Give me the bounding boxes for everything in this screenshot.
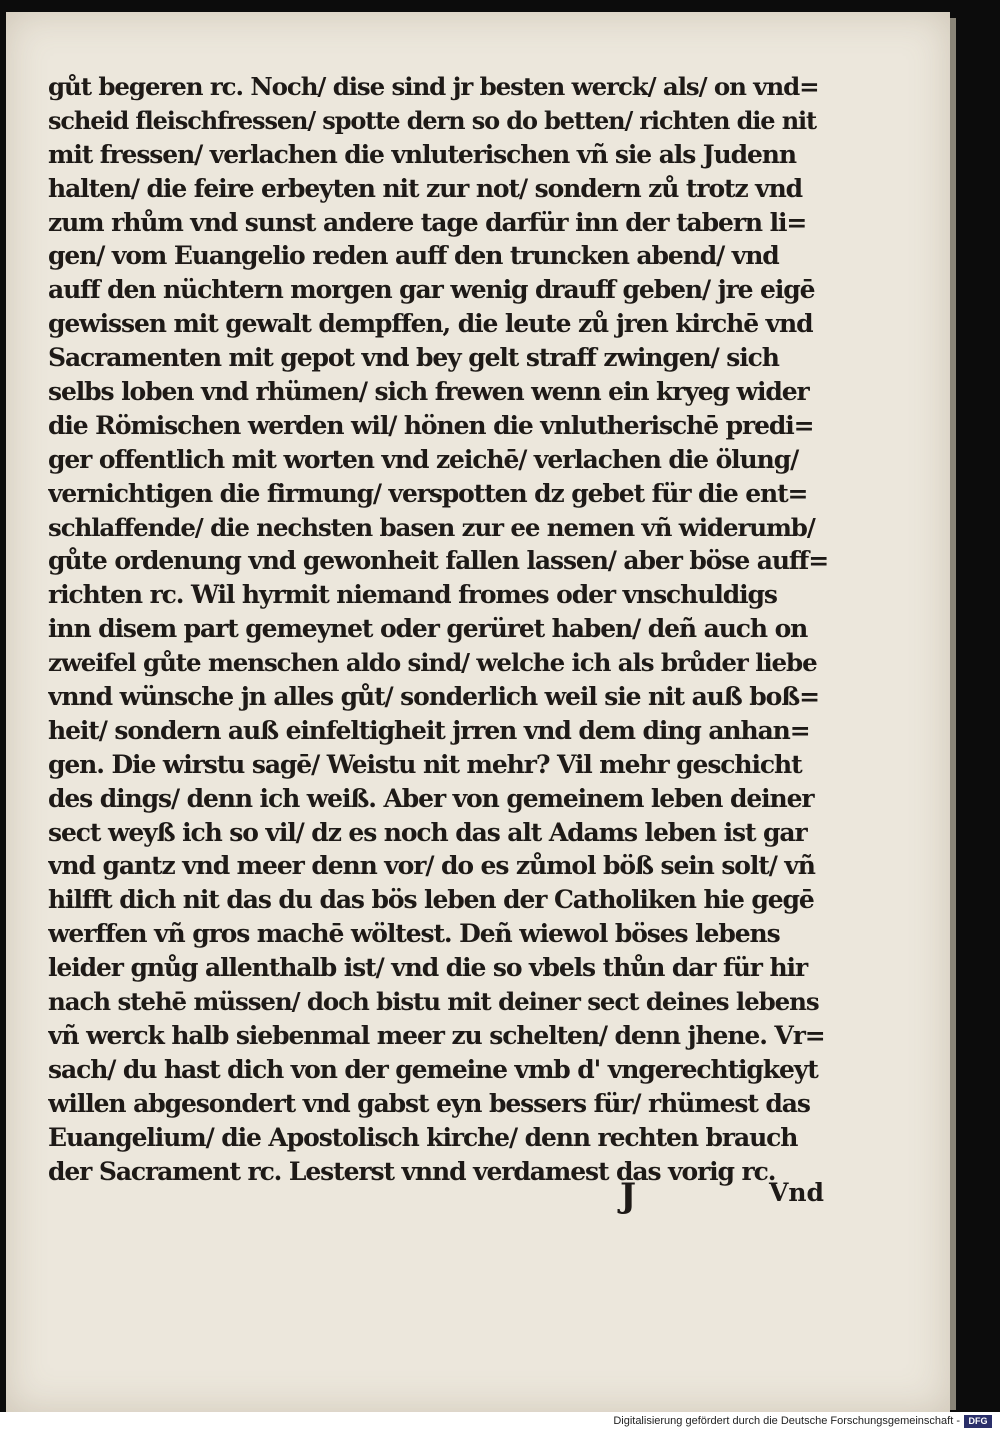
text-line: vernichtigen die firmung/ verspotten dz gebet für die ent= bbox=[48, 478, 808, 508]
text-line: die Römischen werden wil/ hönen die vnlutherischē predi= bbox=[48, 410, 814, 440]
text-line: auff den nüchtern morgen gar wenig drauff geben/ jre eigē bbox=[48, 275, 815, 305]
text-line: gůt begeren rc. Noch/ dise sind jr besten werck/ als/ on vnd= bbox=[48, 72, 819, 101]
text-line: selbs loben vnd rhümen/ sich frewen wenn ein kryeg wider bbox=[48, 377, 809, 407]
text-line: schlaffende/ die nechsten basen zur ee nemen vñ widerumb/ bbox=[48, 512, 815, 542]
text-line: zweifel gůte menschen aldo sind/ welche ich als brůder liebe bbox=[48, 648, 817, 678]
text-line: gen/ vom Euangelio reden auff den truncken abend/ vnd bbox=[48, 241, 779, 271]
text-line: vnd gantz vnd meer denn vor/ do es zůmol böß sein solt/ vñ bbox=[48, 851, 815, 881]
text-line: gen. Die wirstu sagē/ Weistu nit mehr? Vil mehr geschicht bbox=[48, 749, 802, 779]
text-line: sach/ du hast dich von der gemeine vmb d' vngerechtigkeyt bbox=[48, 1054, 818, 1084]
text-line: ger offentlich mit worten vnd zeichē/ verlachen die ölung/ bbox=[48, 444, 799, 474]
text-line: gůte ordenung vnd gewonheit fallen lassen/ aber böse auff= bbox=[48, 546, 828, 576]
text-line: Euangelium/ die Apostolisch kirche/ denn rechten brauch bbox=[48, 1122, 798, 1152]
dfg-logo: DFG bbox=[964, 1415, 992, 1428]
text-line: scheid fleischfressen/ spotte dern so do betten/ richten die nit bbox=[48, 105, 817, 135]
page-edge bbox=[950, 18, 956, 1410]
signature-mark: J bbox=[620, 1176, 637, 1216]
text-line: willen abgesondert vnd gabst eyn bessers für/ rhümest das bbox=[48, 1088, 810, 1118]
text-line: werffen vñ gros machē wöltest. Deñ wiewol böses lebens bbox=[48, 919, 780, 949]
text-line: Sacramenten mit gepot vnd bey gelt straff zwingen/ sich bbox=[48, 343, 779, 373]
credit-text: Digitalisierung gefördert durch die Deutsche Forschungsgemeinschaft - bbox=[613, 1415, 960, 1427]
text-line: des dings/ denn ich weiß. Aber von gemeinem leben deiner bbox=[48, 783, 814, 813]
text-line: inn disem part gemeynet oder gerüret haben/ deñ auch on bbox=[48, 614, 808, 644]
text-line: mit fressen/ verlachen die vnluterischen vñ sie als Judenn bbox=[48, 139, 796, 169]
text-line: zum rhům vnd sunst andere tage darfür inn der tabern li= bbox=[48, 207, 807, 237]
text-line: vñ werck halb siebenmal meer zu schelten/ denn jhene. Vr= bbox=[48, 1020, 825, 1050]
text-line: halten/ die feire erbeyten nit zur not/ sondern zů trotz vnd bbox=[48, 173, 803, 203]
text-line: heit/ sondern auß einfeltigheit jrren vnd dem ding anhan= bbox=[48, 715, 810, 745]
text-block bbox=[48, 70, 828, 1188]
page-footer bbox=[48, 1176, 828, 1226]
catchword: Vnd bbox=[768, 1178, 824, 1207]
text-line: nach stehē müssen/ doch bistu mit deiner sect deines lebens bbox=[48, 987, 819, 1017]
text-line: sect weyß ich so vil/ dz es noch das alt Adams leben ist gar bbox=[48, 817, 807, 847]
text-line: leider gnůg allenthalb ist/ vnd die so vbels thůn dar für hir bbox=[48, 953, 808, 983]
text-line: vnnd wünsche jn alles gůt/ sonderlich weil sie nit auß boß= bbox=[48, 682, 819, 712]
text-line: hilfft dich nit das du das bös leben der Catholiken hie gegē bbox=[48, 885, 814, 915]
text-line: richten rc. Wil hyrmit niemand fromes oder vnschuldigs bbox=[48, 580, 777, 610]
text-line: der Sacrament rc. Lesterst vnnd verdamest das vorig rc. bbox=[48, 1156, 776, 1186]
credit-bar bbox=[0, 1412, 1000, 1432]
text-line: gewissen mit gewalt dempffen, die leute zů jren kirchē vnd bbox=[48, 309, 813, 339]
